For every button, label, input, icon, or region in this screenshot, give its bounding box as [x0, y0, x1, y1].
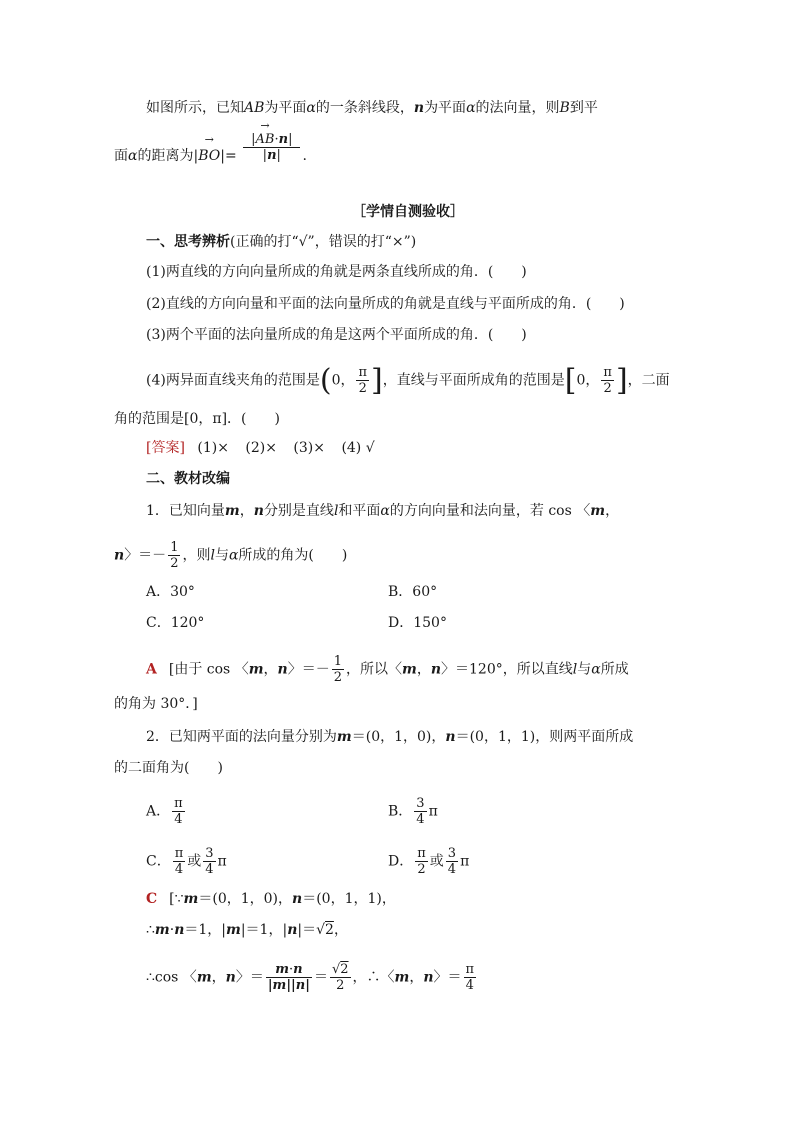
denominator: 2 — [336, 978, 345, 993]
vector-m: m — [183, 891, 199, 907]
text: ＝(0，1，0)， — [198, 891, 293, 907]
fraction — [446, 846, 458, 877]
distance-fraction: $\frac{|\to AB\cdot n|}{|n|}$ — [243, 132, 300, 163]
problem-2-answer-line-2 — [146, 920, 348, 940]
point-b: B — [559, 100, 570, 116]
vector-ab: → AB — [256, 132, 275, 147]
text: ＝(0，1，1)， — [302, 891, 396, 907]
text: 〉＝ — [235, 969, 264, 986]
text: ，二面 — [627, 372, 670, 389]
part2-heading: 二、教材改编 — [146, 471, 230, 487]
numerator: 3 — [416, 796, 425, 811]
vector-m: m — [224, 503, 240, 519]
vector-n: n — [413, 100, 425, 116]
text: 〉＝120°，所以直线 — [441, 661, 573, 678]
fraction — [601, 365, 614, 396]
text: ，直线与平面所成角的范围是 — [382, 372, 565, 389]
alpha-symbol: α — [228, 547, 239, 564]
text: 的法向量，则 — [475, 100, 560, 116]
vector-n: n — [114, 547, 125, 564]
text: ， — [239, 503, 254, 519]
text: 的距离为 — [137, 148, 194, 164]
option-c: C．120° — [146, 615, 205, 631]
vector-m: m — [336, 729, 352, 745]
segment-ab: AB — [244, 100, 265, 116]
text: ， — [409, 969, 424, 986]
option-label: B． — [388, 803, 413, 820]
fraction — [415, 846, 428, 877]
problem-2-line-1 — [146, 727, 633, 747]
text: 如图所示，已知 — [146, 100, 244, 116]
question-4: (4)两异面直线夹角的范围是(0， $\frac{\pi}{2}$ ]，直线与平面所成角的范围是[0， $\frac{\pi}{2}$ ]，二面 — [146, 362, 670, 398]
fraction — [332, 654, 344, 685]
text: 2．已知两平面的法向量分别为 — [146, 729, 337, 745]
text: 面 — [114, 148, 128, 164]
text: [∵ — [169, 891, 184, 907]
vector-m: m — [154, 922, 170, 938]
intro-line-2: 面α的距离为|→ BO|= $\frac{|\to AB\cdot n|}{|n|}$ . — [114, 146, 307, 166]
option-b-2 — [388, 796, 438, 827]
text: ， — [605, 503, 620, 519]
question-1: (1)两直线的方向向量所成的角就是两条直线所成的角．( ) — [146, 264, 527, 280]
vector-n: n — [293, 962, 303, 977]
text: ∴ — [146, 922, 155, 938]
text: ＝1，| — [184, 922, 227, 938]
vector-n: n — [225, 969, 236, 986]
text: 分别是直线 — [263, 503, 334, 519]
radicand: 2 — [325, 922, 334, 938]
vector-n: n — [267, 147, 277, 163]
text: ，所以〈 — [346, 661, 402, 678]
fraction — [203, 846, 215, 877]
radicand: 2 — [340, 962, 349, 977]
numerator: π — [603, 365, 612, 380]
text: 所成 — [600, 661, 629, 678]
text: 的一条斜线段， — [315, 100, 414, 116]
numerator: π — [358, 365, 368, 380]
problem-1-line-2 — [114, 540, 347, 571]
text: ，∴〈 — [352, 969, 395, 986]
vector-n: n — [287, 922, 298, 938]
option-label: D． — [388, 853, 414, 870]
fraction — [356, 365, 369, 396]
denominator: 4 — [416, 812, 425, 827]
text: 所成的角为( ) — [238, 547, 348, 564]
alpha-symbol: α — [306, 100, 316, 116]
vector-m: m — [402, 661, 417, 678]
alpha-symbol: α — [466, 100, 476, 116]
text: |＝1，| — [240, 922, 288, 938]
fraction — [414, 796, 426, 827]
text: ∴cos 〈 — [146, 969, 197, 986]
vector-m: m — [226, 922, 241, 938]
question-2: (2)直线的方向向量和平面的法向量所成的角就是直线与平面所成的角．( ) — [146, 296, 625, 312]
vector-n: n — [423, 969, 434, 986]
option-label: A． — [146, 803, 171, 820]
dot: · — [288, 962, 294, 977]
text: ＝(0，1，1)，则两平面所成 — [455, 729, 634, 745]
fraction — [464, 962, 477, 993]
alpha-symbol: α — [591, 661, 601, 678]
text: (4)两异面直线夹角的范围是 — [146, 372, 320, 389]
alpha-symbol: α — [128, 148, 138, 164]
text: ， — [211, 969, 226, 986]
text: 与 — [214, 547, 229, 564]
option-d-2 — [388, 846, 469, 877]
option-a: A．30° — [146, 584, 195, 600]
section-title: ［学情自测验收］ — [352, 204, 464, 220]
denominator: 2 — [358, 381, 367, 396]
denominator: 2 — [603, 381, 612, 396]
vector-m: m — [196, 969, 212, 986]
answer-letter: C — [146, 891, 158, 907]
text: 到平 — [569, 100, 598, 116]
denominator: 2 — [333, 670, 342, 685]
text: |＝ — [297, 922, 317, 938]
denominator: 4 — [174, 812, 183, 827]
text: 〉＝－ — [124, 547, 167, 564]
problem-2-answer-line-1 — [146, 889, 396, 909]
option-a-2 — [146, 796, 187, 827]
vector-m: m — [394, 969, 410, 986]
numerator: 3 — [447, 846, 457, 861]
problem-1-answer-line-2: 的角为 30°．] — [114, 696, 198, 712]
text: ＝(0，1，0)， — [351, 729, 446, 745]
vector-n: n — [445, 729, 456, 745]
numerator: 1 — [170, 540, 179, 555]
vector-n: n — [174, 922, 185, 938]
text: ＝ — [313, 969, 328, 986]
text: . — [302, 148, 307, 164]
numerator: π — [417, 846, 426, 861]
pi: π — [217, 853, 227, 870]
fraction — [168, 540, 180, 571]
fraction — [173, 846, 186, 877]
denominator: |m||n| — [267, 978, 310, 993]
numerator: π — [465, 962, 475, 977]
numerator: π — [174, 796, 183, 811]
answer-2: (2)× — [245, 440, 277, 456]
denominator: 4 — [205, 862, 214, 877]
problem-2-line-2: 的二面角为( ) — [114, 760, 223, 776]
dot: · — [274, 131, 279, 147]
part1-heading — [146, 232, 416, 252]
heading-note: (正确的打“√”，错误的打“×”) — [230, 234, 417, 250]
answer-4: (4) √ — [341, 440, 375, 456]
text: 1．已知向量 — [146, 503, 225, 519]
text: 为平面 — [264, 100, 307, 116]
vector-n: n — [277, 661, 288, 678]
alpha-symbol: α — [380, 503, 390, 519]
denominator: 4 — [447, 862, 457, 877]
denominator: 4 — [465, 978, 474, 993]
question-4-line-2: 角的范围是[0，π]．( ) — [114, 411, 280, 427]
text: 〉＝－ — [287, 661, 330, 678]
text: [由于 cos 〈 — [168, 661, 249, 678]
vector-n: n — [430, 661, 442, 678]
vector-n: n — [292, 891, 303, 907]
problem-2-answer-line-3 — [146, 962, 478, 993]
line-l: l — [572, 661, 578, 678]
text: ，则 — [182, 547, 211, 564]
fraction — [330, 962, 351, 993]
text: ， — [333, 922, 348, 938]
text: 0， — [331, 372, 355, 389]
option-label: C． — [146, 853, 171, 870]
text: 的方向向量和法向量，若 cos 〈 — [389, 503, 591, 519]
denominator: 4 — [174, 862, 184, 877]
dot: · — [169, 922, 175, 938]
answer-label: [答案] — [146, 440, 185, 456]
or-text: 或 — [187, 853, 202, 870]
pi: π — [428, 803, 438, 820]
text: 为平面 — [424, 100, 467, 116]
vector-bo: → BO — [198, 146, 220, 166]
text: = — [224, 148, 237, 164]
line-l: l — [210, 547, 215, 564]
answer-letter: A — [146, 661, 157, 678]
option-b: B．60° — [388, 584, 438, 600]
intro-line-1 — [146, 98, 598, 118]
problem-1-line-1 — [146, 501, 619, 521]
vector-m: m — [248, 661, 264, 678]
sqrt-sign: √ — [331, 962, 341, 977]
option-c-2 — [146, 846, 227, 877]
pi: π — [460, 853, 470, 870]
fraction — [266, 962, 312, 993]
numerator: 1 — [333, 654, 342, 669]
fraction — [172, 796, 185, 827]
text: ， — [263, 661, 278, 678]
text: ， — [416, 661, 431, 678]
heading-text: 一、思考辨析 — [146, 234, 230, 250]
numerator: 3 — [205, 846, 214, 861]
question-3: (3)两个平面的法向量所成的角是这两个平面所成的角．( ) — [146, 327, 527, 343]
problem-1-answer — [146, 654, 629, 685]
sqrt-sign: √ — [316, 922, 326, 938]
denominator: 2 — [417, 862, 426, 877]
text: 和平面 — [338, 503, 381, 519]
line-l: l — [333, 503, 339, 519]
denominator: 2 — [170, 556, 179, 571]
answer-3: (3)× — [293, 440, 325, 456]
vector-m: m — [275, 962, 289, 977]
text: 与 — [577, 661, 592, 678]
answer-row — [146, 438, 375, 458]
vector-n: n — [278, 131, 289, 147]
text: 〉＝ — [433, 969, 462, 986]
vector-m: m — [590, 503, 606, 519]
answer-1: (1)× — [197, 440, 229, 456]
text: 0， — [576, 372, 600, 389]
or-text: 或 — [429, 853, 444, 870]
numerator: π — [174, 846, 184, 861]
option-d: D．150° — [388, 615, 447, 631]
vector-n: n — [253, 503, 264, 519]
